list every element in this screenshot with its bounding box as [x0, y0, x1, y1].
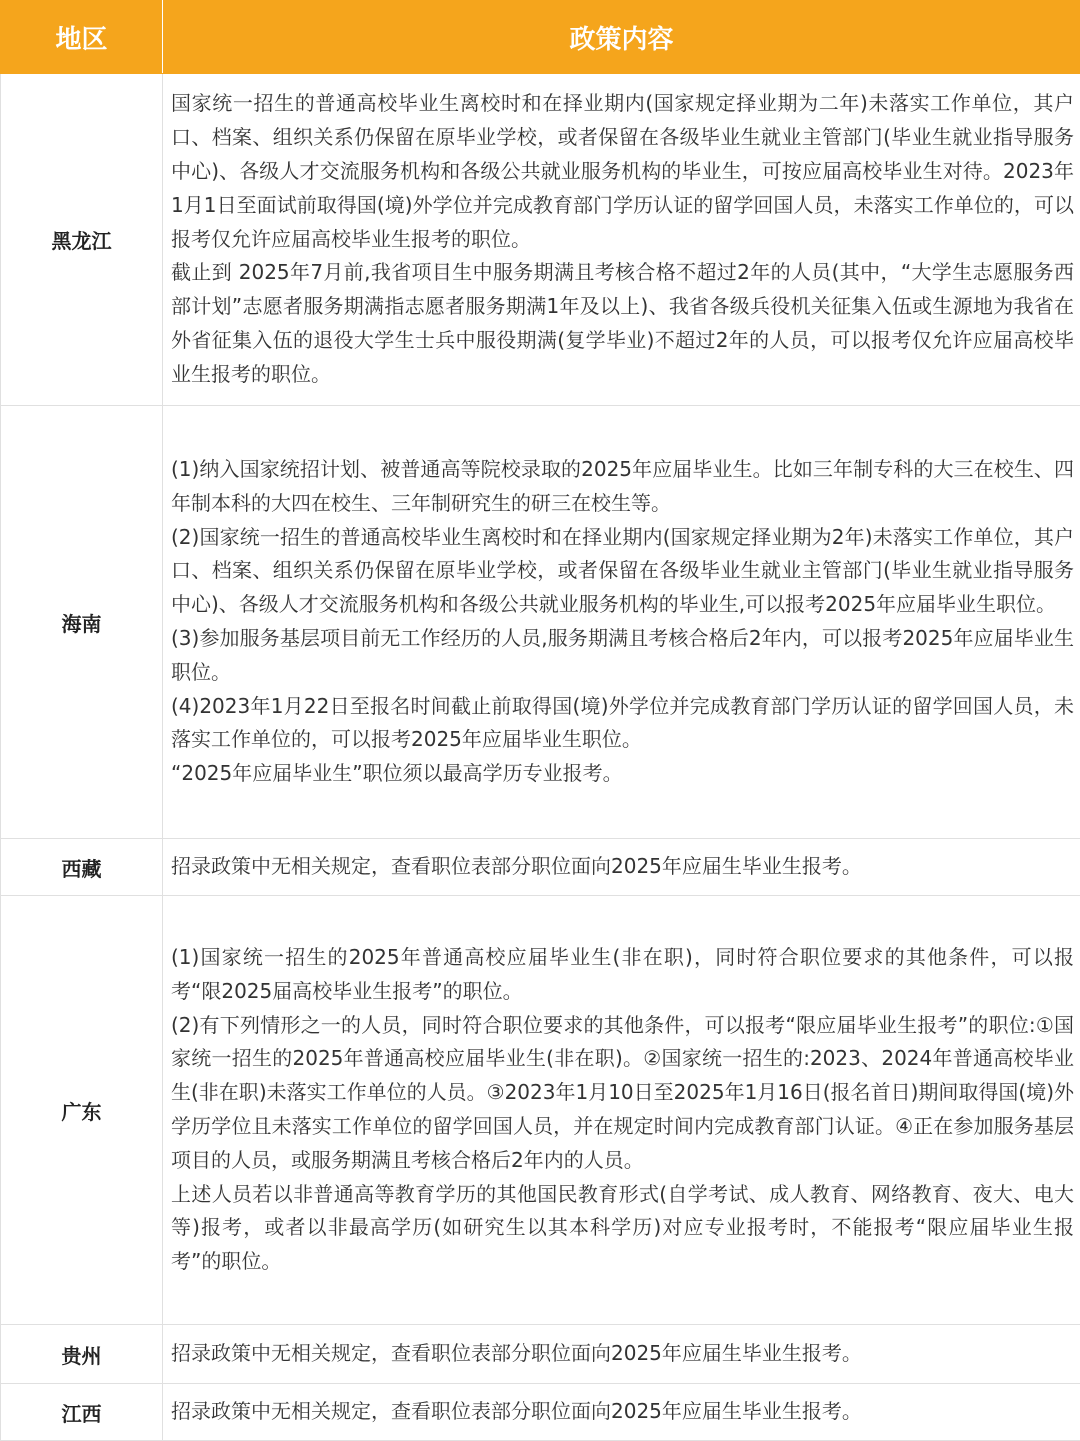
policy-paragraph: (2)国家统一招生的普通高校毕业生离校时和在择业期内(国家规定择业期为2年)未落实工作单位，其户口、档案、组织关系仍保留在原毕业学校，或者保留在各级毕业生就业主管部门(毕业生就业指导服务中心)、各级人才交流服务机构和各级公共就业服务机构的毕业生,可以报考2025年应届毕业生职位。	[171, 521, 1074, 622]
region-cell: 海南	[1, 406, 163, 839]
policy-cell	[163, 406, 1080, 839]
policy-paragraph: 招录政策中无相关规定，查看职位表部分职位面向2025年应届生毕业生报考。	[171, 1395, 1074, 1429]
policy-paragraph: “2025年应届毕业生”职位须以最高学历专业报考。	[171, 757, 1074, 791]
policy-cell	[163, 74, 1080, 406]
policy-paragraph: (4)2023年1月22日至报名时间截止前取得国(境)外学位并完成教育部门学历认证的留学回国人员，未落实工作单位的，可以报考2025年应届毕业生职位。	[171, 690, 1074, 758]
table-row-guizhou	[1, 1325, 1080, 1384]
region-cell: 广东	[1, 896, 163, 1325]
header-policy: 政策内容	[163, 1, 1080, 74]
policy-paragraph: 招录政策中无相关规定，查看职位表部分职位面向2025年应届生毕业生报考。	[171, 1337, 1074, 1371]
policy-paragraph: (2)有下列情形之一的人员，同时符合职位要求的其他条件，可以报考“限应届毕业生报考”的职位:①国家统一招生的2025年普通高校应届毕业生(非在职)。②国家统一招生的:2023、2024年普通高校毕业生(非在职)未落实工作单位的人员。③2023年1月10日至2025年1月16日(报名首日)期间取得国(境)外学历学位且未落实工作单位的留学回国人员，并在规定时间内完成教育部门认证。④正在参加服务基层项目的人员，或服务期满且考核合格后2年内的人员。	[171, 1009, 1074, 1178]
table-row-hainan	[1, 406, 1080, 839]
policy-cell	[163, 1384, 1080, 1441]
policy-paragraph: (1)纳入国家统招计划、被普通高等院校录取的2025年应届毕业生。比如三年制专科的大三在校生、四年制本科的大四在校生、三年制研究生的研三在校生等。	[171, 453, 1074, 521]
table-row-xizang	[1, 839, 1080, 896]
policy-paragraph: 截止到 2025年7月前,我省项目生中服务期满且考核合格不超过2年的人员(其中，“大学生志愿服务西部计划”志愿者服务期满指志愿者服务期满1年及以上)、我省各级兵役机关征集入伍或生源地为我省在外省征集入伍的退役大学生士兵中服役期满(复学毕业)不超过2年的人员，可以报考仅允许应届高校毕业生报考的职位。	[171, 256, 1074, 391]
policy-paragraph: 上述人员若以非普通高等教育学历的其他国民教育形式(自学考试、成人教育、网络教育、夜大、电大等)报考，或者以非最高学历(如研究生以其本科学历)对应专业报考时，不能报考“限应届毕业生报考”的职位。	[171, 1178, 1074, 1279]
header-region: 地区	[1, 1, 163, 74]
table-row-guangdong	[1, 896, 1080, 1325]
region-cell: 西藏	[1, 839, 163, 896]
policy-paragraph: (1)国家统一招生的2025年普通高校应届毕业生(非在职)，同时符合职位要求的其他条件，可以报考“限2025届高校毕业生报考”的职位。	[171, 941, 1074, 1009]
policy-cell	[163, 839, 1080, 896]
region-cell: 贵州	[1, 1325, 163, 1384]
table-row-heilongjiang	[1, 74, 1080, 406]
region-cell: 江西	[1, 1384, 163, 1441]
table-header-row	[1, 1, 1080, 74]
policy-paragraph: 国家统一招生的普通高校毕业生离校时和在择业期内(国家规定择业期为二年)未落实工作单位，其户口、档案、组织关系仍保留在原毕业学校，或者保留在各级毕业生就业主管部门(毕业生就业指导服务中心)、各级人才交流服务机构和各级公共就业服务机构的毕业生，可按应届高校毕业生对待。2023年1月1日至面试前取得国(境)外学位并完成教育部门学历认证的留学回国人员，未落实工作单位的，可以报考仅允许应届高校毕业生报考的职位。	[171, 87, 1074, 256]
policy-paragraph: 招录政策中无相关规定，查看职位表部分职位面向2025年应届生毕业生报考。	[171, 850, 1074, 884]
region-cell: 黑龙江	[1, 74, 163, 406]
policy-paragraph: (3)参加服务基层项目前无工作经历的人员,服务期满且考核合格后2年内，可以报考2025年应届毕业生职位。	[171, 622, 1074, 690]
table-row-jiangxi	[1, 1384, 1080, 1441]
policy-cell	[163, 1325, 1080, 1384]
policy-cell	[163, 896, 1080, 1325]
